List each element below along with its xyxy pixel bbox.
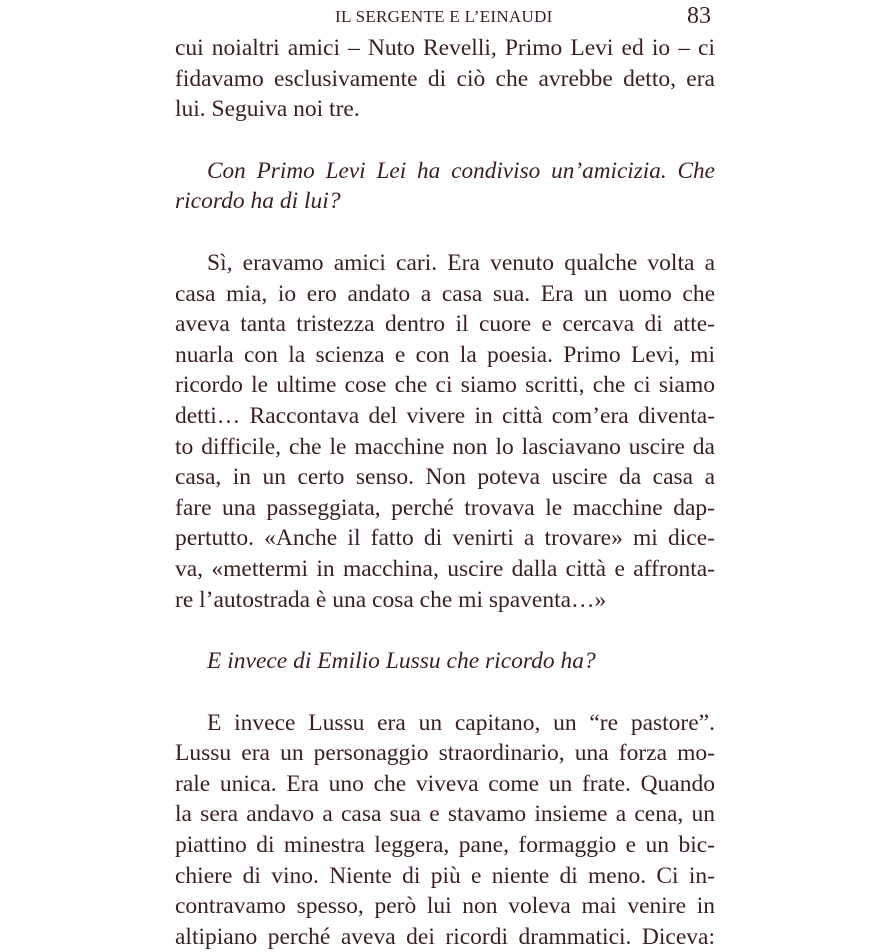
text-line: altipiano perché aveva dei ricordi drammatici. Diceva: [175, 923, 715, 950]
answer-paragraph [175, 708, 715, 952]
text-line: Lussu era un personaggio straordinario, una forza mo- [175, 740, 715, 767]
running-title: IL SERGENTE E L’EINAUDI [335, 7, 553, 26]
text-line: casa, in un certo senso. Non poteva uscire da casa a [175, 464, 715, 491]
interview-question [175, 156, 715, 217]
paragraph-continuation [175, 33, 715, 125]
text-line: ricordo le ultime cose che ci siamo scritti, che ci siamo [175, 372, 715, 399]
page-number: 83 [687, 3, 711, 29]
text-line: aveva tanta tristezza dentro il cuore e cercava di atte- [175, 311, 715, 338]
text-line: casa mia, io ero andato a casa sua. Era un uomo che [175, 280, 715, 307]
interview-question [175, 646, 715, 677]
running-header [175, 3, 715, 31]
text-line: E invece Lussu era un capitano, un “re pastore”. [207, 709, 715, 736]
text-line: fidavamo esclusivamente di ciò che avrebbe detto, era [175, 65, 715, 92]
answer-paragraph [175, 248, 715, 615]
text-line: detti… Raccontava del vivere in città com’era diventa- [175, 402, 715, 429]
text-line: fare una passeggiata, perché trovava le macchine dap- [175, 494, 715, 521]
text-line: re l’autostrada è una cosa che mi spaventa…» [175, 586, 607, 613]
text-line: to difficile, che le macchine non lo lasciavano uscire da [175, 433, 715, 460]
text-line: rale unica. Era uno che viveva come un frate. Quando [175, 770, 715, 797]
text-line: la sera andavo a casa sua e stavamo insieme a cena, un [175, 801, 715, 828]
question-line: Con Primo Levi Lei ha condiviso un’amicizia. Che [207, 157, 715, 184]
paragraph-gap [175, 217, 715, 248]
question-line: ricordo ha di lui? [175, 188, 341, 215]
text-line: nuarla con la scienza e con la poesia. Primo Levi, mi [175, 341, 715, 368]
text-line: cui noialtri amici – Nuto Revelli, Primo Levi ed io – ci [175, 35, 715, 61]
text-line: chiere di vino. Niente di più e niente di meno. Ci in- [175, 862, 715, 889]
text-line: contravamo spesso, però lui non voleva mai venire in [175, 893, 715, 920]
text-line: piattino di minestra leggera, pane, formaggio e un bic- [175, 832, 715, 859]
text-line: lui. Seguiva noi tre. [175, 96, 360, 123]
paragraph-gap [175, 677, 715, 708]
paragraph-gap [175, 125, 715, 156]
question-line: E invece di Emilio Lussu che ricordo ha? [207, 648, 596, 675]
text-line: Sì, eravamo amici cari. Era venuto qualche volta a [207, 249, 715, 276]
text-line: pertutto. «Anche il fatto di venirti a trovare» mi dice- [175, 525, 715, 552]
paragraph-gap [175, 615, 715, 646]
body-text [175, 33, 715, 952]
text-line: va, «mettermi in macchina, uscire dalla città e affronta- [175, 555, 715, 582]
